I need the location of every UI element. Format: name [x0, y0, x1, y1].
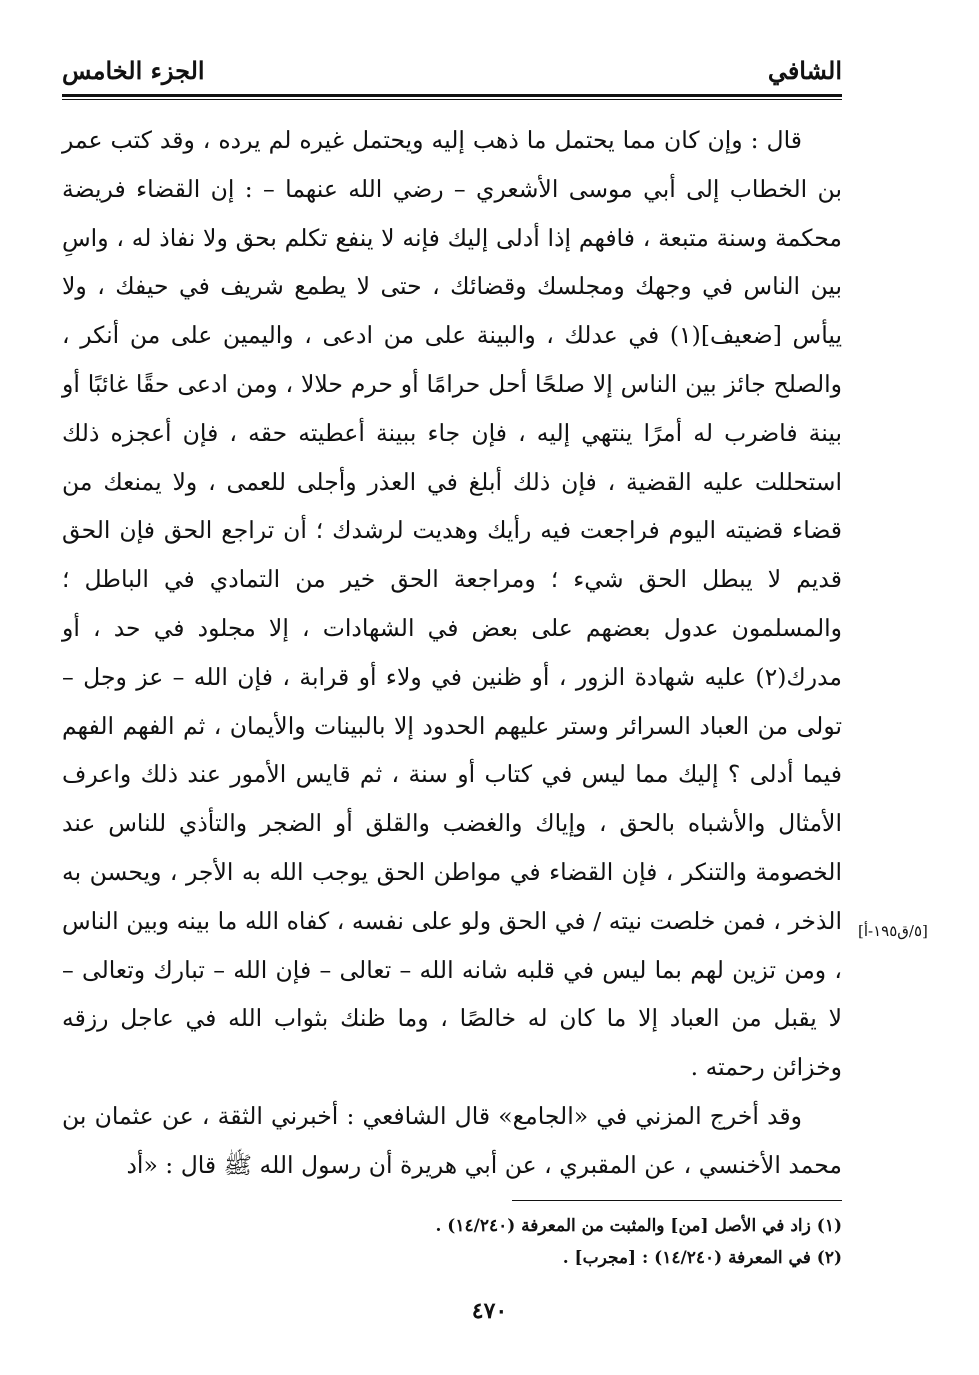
- footnote-2: (٢) في المعرفة (١٤/٢٤٠) : [مجرب] .: [562, 1248, 842, 1268]
- main-text: [62, 116, 842, 1190]
- paragraph-2: وقد أخرج المزني في «الجامع» قال الشافعي : أخبرني الثقة ، عن عثمان بن محمد الأخنسي ، عن المقبري ، عن أبي هريرة أن رسول الله ﷺ قال : «أد: [62, 1101, 842, 1179]
- header-rule-thin: [62, 99, 842, 100]
- footnote-1: (١) زاد في الأصل [من] والمثبت من المعرفة (١٤/٢٤٠) .: [435, 1216, 842, 1236]
- footnote-separator: [512, 1200, 842, 1201]
- paragraph-1: قال : وإن كان مما يحتمل ما ذهب إليه ويحتمل غيره لم يرده ، وقد كتب عمر بن الخطاب إلى أبي موسى الأشعري – رضي الله عنهما – : إن القضاء فريضة محكمة وسنة متبعة ، فافهم إذا أدلى إليك فإنه لا ينفع تكلم بحق ولا نفاذ له ، واسِ بين الناس في وجهك ومجلسك وقضائك ، حتى لا يطمع شريف في حيفك ، ولا ييأس [ضعيف](١) في عدلك ، والبينة على من ادعى ، واليمين على من أنكر ، والصلح جائز بين الناس إلا صلحًا أحل حرامًا أو حرم حلالا ، ومن ادعى حقًا غائبًا أو بينة فاضرب له أمرًا ينتهي إليه ، فإن جاء ببينة أعطيته حقه ، فإن أعجزه ذلك استحللت عليه القضية ، فإن ذلك أبلغ في العذر وأجلى للعمى ، ولا يمنعك من قضاء قضيته اليوم فراجعت فيه رأيك وهديت لرشدك ؛ أن تراجع الحق فإن الحق قديم لا يبطل الحق شيء ؛ ومراجعة الحق خير من التمادي في الباطل ؛ والمسلمون عدول بعضهم على بعض في الشهادات ، إلا مجلود في حد ، أو مدرك(٢) عليه شهادة الزور ، أو ظنين في ولاء أو قرابة ، فإن الله – عز وجل – تولى من العباد السرائر وستر عليهم الحدود إلا بالبينات والأيمان ، ثم الفهم الفهم فيما أدلى ؟ إليك مما ليس في كتاب أو سنة ، ثم قايس الأمور عند ذلك واعرف الأمثال والأشباه بالحق ، وإياك والغضب والقلق أو الضجر والتأذي للناس عند الخصومة والتنكر ، فإن القضاء في مواطن الحق يوجب الله به الأجر ، ويحسن به الذخر ، فمن خلصت نيته / في الحق ولو على نفسه ، كفاه الله ما بينه وبين الناس ، ومن تزين لهم بما ليس في قلبه شانه الله – تعالى – فإن الله – تبارك وتعالى – لا يقبل من العباد إلا ما كان له خالصًا ، وما ظنك بثواب الله في عاجل رزقه وخزائن رحمته .: [62, 126, 842, 1082]
- part-label: الجزء الخامس: [62, 56, 205, 85]
- header-rule-thick: [62, 94, 842, 97]
- manuscript-folio-note: [٥/ق١٩٥-أ]: [858, 922, 928, 940]
- page-number: ٤٧٠: [471, 1298, 508, 1324]
- book-title: الشافي: [767, 56, 842, 85]
- footnotes: [62, 1210, 842, 1274]
- running-header: [62, 52, 842, 92]
